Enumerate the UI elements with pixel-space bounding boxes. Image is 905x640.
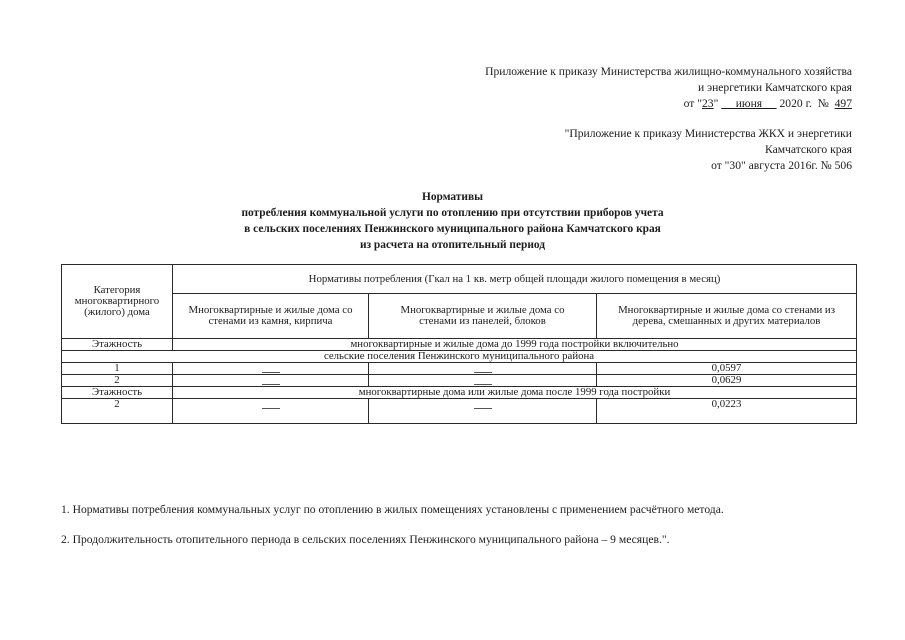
order-header [485, 64, 852, 112]
title-line1: Нормативы [421, 191, 483, 203]
title-line2: потребления коммунальной услуги по отоплению при отсутствии приборов учета [241, 207, 664, 219]
dash-mark [474, 384, 492, 385]
floors-cell: 2 [62, 399, 173, 424]
note-1: 1. Нормативы потребления коммунальных услуг по отоплению в жилых помещениях установлены с применением расчётного метода. [61, 503, 724, 516]
table-subheader-row [62, 294, 857, 339]
value-wood-cell: 0,0223 [597, 399, 857, 424]
value-wood-cell: 0,0597 [597, 363, 857, 375]
section2-label: Этажность [62, 387, 173, 399]
table-row [62, 399, 857, 424]
value-wood-cell: 0,0629 [597, 375, 857, 387]
order-number: 497 [834, 97, 852, 110]
table-header-row [62, 265, 857, 294]
section2-text: многоквартирные дома или жилые дома после 1999 года постройки [173, 387, 857, 399]
table-row [62, 363, 857, 375]
order-date-mid2: 2020 г. № [776, 97, 835, 110]
order-header-line2: и энергетики Камчатского края [698, 81, 852, 94]
category-header: Категория многоквартирного (жилого) дома [62, 265, 173, 339]
section1-text: многоквартирные и жилые дома до 1999 года постройки включительно [173, 339, 857, 351]
norms-header: Нормативы потребления (Гкал на 1 кв. метр общей площади жилого помещения в месяц) [173, 265, 857, 294]
table-row [62, 375, 857, 387]
column-panel-block: Многоквартирные и жилые дома со стенами из панелей, блоков [369, 294, 597, 339]
previous-order-line1: "Приложение к приказу Министерства ЖКХ и энергетики [564, 127, 852, 140]
section2-row [62, 387, 857, 399]
previous-order-line3: от "30" августа 2016г. № 506 [711, 159, 852, 172]
floors-cell: 2 [62, 375, 173, 387]
value-stone-cell [173, 375, 369, 387]
column-stone-brick: Многоквартирные и жилые дома со стенами из камня, кирпича [173, 294, 369, 339]
title-line3: в сельских поселениях Пенжинского муниципального района Камчатского края [244, 223, 661, 235]
norms-table [61, 264, 857, 424]
order-day: 23 [701, 97, 714, 110]
section1-label: Этажность [62, 339, 173, 351]
previous-order-header [565, 126, 852, 174]
value-panel-cell [369, 399, 597, 424]
dash-mark [262, 384, 280, 385]
floors-cell: 1 [62, 363, 173, 375]
previous-order-line2: Камчатского края [764, 143, 852, 156]
title-line4: из расчета на отопительный период [359, 239, 546, 251]
value-stone-cell [173, 363, 369, 375]
value-panel-cell [369, 363, 597, 375]
document-title [0, 189, 905, 253]
dash-mark [474, 372, 492, 373]
value-panel-cell [369, 375, 597, 387]
subsection-text: сельские поселения Пенжинского муниципального района [62, 351, 857, 363]
order-date-prefix: от " [683, 97, 702, 110]
section1-row [62, 339, 857, 351]
order-month: июня [721, 97, 777, 110]
order-header-line1: Приложение к приказу Министерства жилищно-коммунального хозяйства [485, 65, 852, 78]
value-stone-cell [173, 399, 369, 424]
dash-mark [474, 408, 492, 409]
dash-mark [262, 372, 280, 373]
note-2: 2. Продолжительность отопительного периода в сельских поселениях Пенжинского муниципального района – 9 месяцев.". [61, 533, 670, 546]
column-wood-mixed: Многоквартирные и жилые дома со стенами из дерева, смешанных и других материалов [597, 294, 857, 339]
order-header-line3 [485, 96, 852, 112]
order-date-mid1: " [713, 97, 722, 110]
subsection-row [62, 351, 857, 363]
dash-mark [262, 408, 280, 409]
